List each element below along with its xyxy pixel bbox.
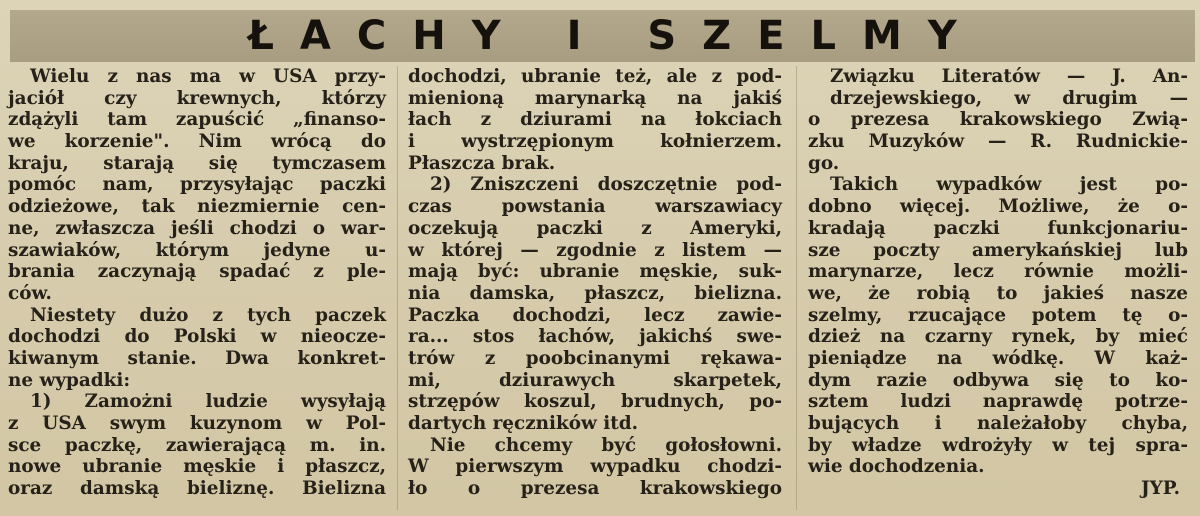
author-signature: JYP. (1140, 478, 1180, 500)
text-line: oczekują paczki z Ameryki, (408, 217, 782, 239)
text-line: Płaszcza brak. (408, 152, 556, 174)
text-line: Paczka dochodzi, lecz zawie- (408, 304, 782, 326)
text-line: dartych ręczników itd. (408, 413, 638, 434)
text-line: kraju, starają się tymczasem (8, 152, 386, 174)
text-line: sztem ludzi naprawdę potrze- (808, 391, 1188, 413)
text-line: mają być: ubranie męskie, suk- (408, 261, 782, 283)
text-line: 2) Zniszczeni doszczętnie pod- (430, 174, 782, 196)
text-line: marynarze, lecz równie możli- (808, 261, 1188, 283)
text-line: 1) Zamożni ludzie wysyłają (30, 391, 386, 413)
column-divider (796, 66, 797, 510)
column-divider (397, 66, 398, 510)
text-line: łach z dziurami na łokciach (408, 109, 782, 131)
text-line: zdążyli tam zapuścić „finanso- (8, 109, 386, 131)
text-line: nia damska, płaszcz, bielizna. (408, 282, 782, 304)
article-column-2 (408, 66, 782, 500)
text-line: Związku Literatów — J. An- (830, 66, 1188, 87)
text-line: W pierwszym wypadku chodzi- (408, 456, 782, 478)
text-line: mi, dziurawych skarpetek, (408, 369, 782, 391)
text-line: drzejewskiego, w drugim — (830, 87, 1188, 109)
text-line: Wielu z nas ma w USA przy- (30, 66, 386, 87)
text-line: Takich wypadków jest po- (830, 174, 1188, 196)
text-line: mienioną marynarką na jakiś (408, 87, 782, 109)
text-line: ców. (8, 282, 52, 304)
text-line: i wystrzępionym kołnierzem. (408, 131, 782, 153)
text-line: odzieżowe, tak niezmiernie cen- (8, 196, 386, 218)
text-line: sce paczkę, zawierającą m. in. (8, 434, 386, 456)
text-line: we korzenie". Nim wrócą do (8, 131, 386, 153)
text-line: kradają paczki funkcjonariu- (808, 217, 1188, 239)
text-line: dzież na czarny rynek, by mieć (808, 326, 1188, 348)
text-line: dym razie odbywa się to ko- (808, 369, 1188, 391)
text-line: Niestety dużo z tych paczek (30, 304, 386, 326)
text-line: bujących i należałoby chyba, (808, 413, 1188, 434)
text-line: ne, zwłaszcza jeśli chodzi o war- (8, 217, 386, 239)
text-line: sze poczty amerykańskiej lub (808, 239, 1188, 261)
text-line: wie dochodzenia. (808, 456, 985, 478)
text-line: kiwanym stanie. Dwa konkret- (8, 347, 386, 369)
text-line: szawiaków, którym jedyne u- (8, 239, 386, 261)
text-line: ra... stos łachów, jakichś swe- (408, 326, 782, 348)
headline-banner (10, 10, 1195, 62)
text-line: strzępów koszul, brudnych, po- (408, 391, 782, 413)
text-line: Nie chcemy być gołosłowni. (430, 434, 782, 456)
headline: ŁACHY I SZELMY (248, 13, 983, 59)
text-line: pomóc nam, przysyłając paczki (8, 174, 386, 196)
text-line: z USA swym kuzynom w Pol- (8, 413, 386, 434)
text-line: zku Muzyków — R. Rudnickie- (808, 131, 1188, 153)
text-line: dochodzi, ubranie też, ale z pod- (408, 66, 782, 87)
text-line: oraz damską bieliznę. Bielizna (8, 478, 386, 500)
text-line: ne wypadki: (8, 369, 131, 391)
text-line: by władze wdrożyły w tej spra- (808, 434, 1188, 456)
text-line: o prezesa krakowskiego Zwią- (808, 109, 1188, 131)
text-line: we, że robią to jakieś nasze (808, 282, 1188, 304)
text-line: dochodzi do Polski w nieocze- (8, 326, 386, 348)
text-line: szelmy, rzucające potem tę o- (808, 304, 1188, 326)
text-line: czas powstania warszawiacy (408, 196, 782, 218)
text-line: jaciół czy krewnych, którzy (8, 87, 386, 109)
text-line: dobno więcej. Możliwe, że o- (808, 196, 1188, 218)
text-line: go. (808, 152, 840, 174)
text-line: w której — zgodnie z listem — (408, 239, 782, 261)
text-line: trów z poobcinanymi rękawa- (408, 347, 782, 369)
text-line: brania zaczynają spadać z ple- (8, 261, 386, 283)
article-column-1 (8, 66, 386, 500)
article-column-3 (808, 66, 1188, 500)
text-line: ło o prezesa krakowskiego (408, 478, 782, 500)
text-line: pieniądze na wódkę. W każ- (808, 347, 1188, 369)
text-line: nowe ubranie męskie i płaszcz, (8, 456, 386, 478)
